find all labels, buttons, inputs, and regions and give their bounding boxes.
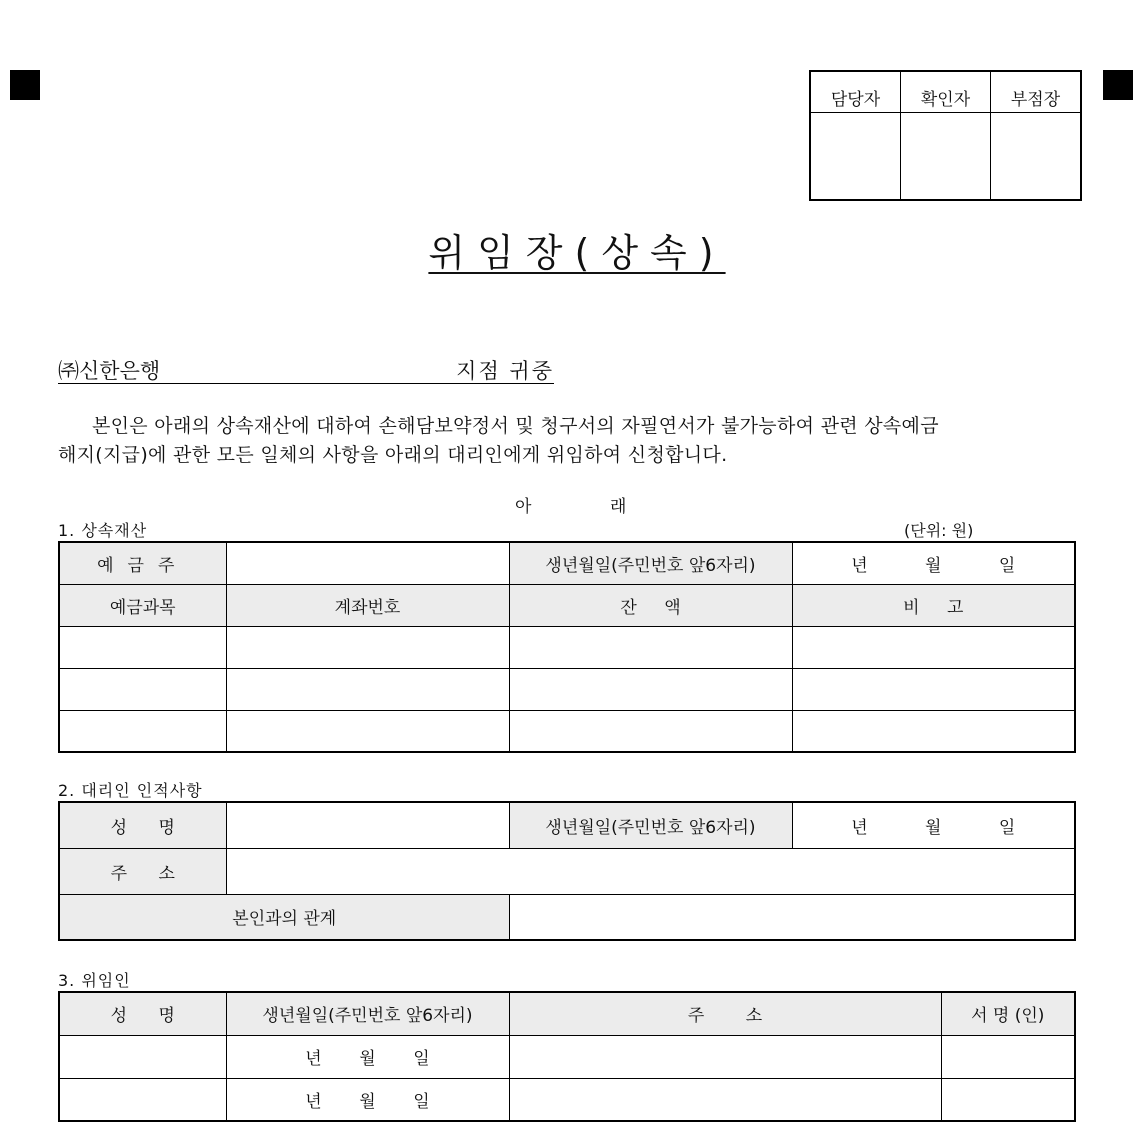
agent-address-field[interactable]: [226, 848, 1075, 894]
month-label: 월: [925, 555, 942, 576]
intro-line-1: 본인은 아래의 상속재산에 대하여 손해담보약정서 및 청구서의 자필연서가 불가능하여 관련 상속예금: [92, 415, 939, 437]
document-title: 위임장(상속): [428, 231, 726, 275]
section1-label: 1. 상속재산: [58, 521, 148, 540]
ara-char-1: 아: [515, 497, 532, 517]
asset-cell[interactable]: [226, 668, 509, 710]
asset-cell[interactable]: [59, 626, 226, 668]
inheritance-assets-table: [58, 541, 1076, 753]
asset-cell[interactable]: [509, 626, 792, 668]
asset-cell[interactable]: [792, 668, 1075, 710]
agent-relation-field[interactable]: [509, 894, 1075, 940]
month-label: 월: [359, 1049, 376, 1069]
approval-header-staff: 담당자: [810, 71, 901, 113]
intro-paragraph: [58, 412, 1088, 470]
unit-label: (단위: 원): [904, 521, 974, 540]
delegator-birth-field[interactable]: [226, 1035, 509, 1078]
bank-name: ㈜신한은행: [58, 359, 161, 383]
delegator-name-field[interactable]: [59, 1035, 226, 1078]
section3-label: 3. 위임인: [58, 971, 131, 990]
column-header-account-number: 계좌번호: [226, 584, 509, 626]
delegator-signature-field[interactable]: [941, 1035, 1075, 1078]
day-label: 일: [413, 1049, 430, 1069]
asset-cell[interactable]: [226, 710, 509, 752]
agent-birth-label: 생년월일(주민번호 앞6자리): [509, 802, 792, 848]
agent-info-table: [58, 801, 1076, 941]
delegator-birth-field[interactable]: [226, 1078, 509, 1121]
depositor-birth-label: 생년월일(주민번호 앞6자리): [509, 542, 792, 584]
asset-cell[interactable]: [59, 710, 226, 752]
year-label: 년: [851, 817, 868, 838]
month-label: 월: [359, 1091, 376, 1112]
agent-name-field[interactable]: [226, 802, 509, 848]
asset-cell[interactable]: [509, 668, 792, 710]
section2-label: 2. 대리인 인적사항: [58, 781, 203, 800]
addressee-line: [58, 355, 554, 384]
year-label: 년: [851, 555, 868, 576]
ara-char-2: 래: [610, 497, 627, 517]
asset-cell[interactable]: [226, 626, 509, 668]
asset-cell[interactable]: [509, 710, 792, 752]
depositor-birth-field[interactable]: [792, 542, 1075, 584]
approval-header-manager: 부점장: [991, 71, 1082, 113]
column-header-birth: 생년월일(주민번호 앞6자리): [226, 992, 509, 1035]
year-label: 년: [305, 1091, 322, 1112]
delegator-signature-field[interactable]: [941, 1078, 1075, 1121]
approval-box: [809, 70, 1082, 201]
column-header-signature: 서 명 (인): [941, 992, 1075, 1035]
agent-relation-label: 본인과의 관계: [59, 894, 509, 940]
agent-birth-field[interactable]: [792, 802, 1075, 848]
column-header-deposit-type: 예금과목: [59, 584, 226, 626]
column-header-remarks: 비 고: [792, 584, 1075, 626]
column-header-address: 주 소: [509, 992, 941, 1035]
delegator-address-field[interactable]: [509, 1078, 941, 1121]
month-label: 월: [925, 817, 942, 838]
asset-cell[interactable]: [792, 626, 1075, 668]
day-label: 일: [413, 1091, 430, 1112]
intro-line-2: 해지(지급)에 관한 모든 일체의 사항을 아래의 대리인에게 위임하여 신청합니다.: [58, 444, 728, 466]
registration-mark-left: [10, 70, 40, 100]
asset-cell[interactable]: [792, 710, 1075, 752]
depositor-label: 예금주: [59, 542, 226, 584]
approval-sign-staff[interactable]: [810, 113, 901, 201]
delegator-address-field[interactable]: [509, 1035, 941, 1078]
asset-cell[interactable]: [59, 668, 226, 710]
approval-sign-checker[interactable]: [901, 113, 991, 201]
day-label: 일: [998, 817, 1016, 838]
delegator-table: [58, 991, 1076, 1122]
year-label: 년: [305, 1049, 322, 1069]
depositor-field[interactable]: [226, 542, 509, 584]
approval-sign-manager[interactable]: [991, 113, 1082, 201]
column-header-name: 성 명: [59, 992, 226, 1035]
approval-header-checker: 확인자: [901, 71, 991, 113]
delegator-name-field[interactable]: [59, 1078, 226, 1121]
registration-mark-right: [1103, 70, 1133, 100]
agent-name-label: 성 명: [59, 802, 226, 848]
agent-address-label: 주 소: [59, 848, 226, 894]
day-label: 일: [998, 555, 1016, 576]
branch-label: 지점 귀중: [456, 359, 554, 383]
column-header-balance: 잔 액: [509, 584, 792, 626]
